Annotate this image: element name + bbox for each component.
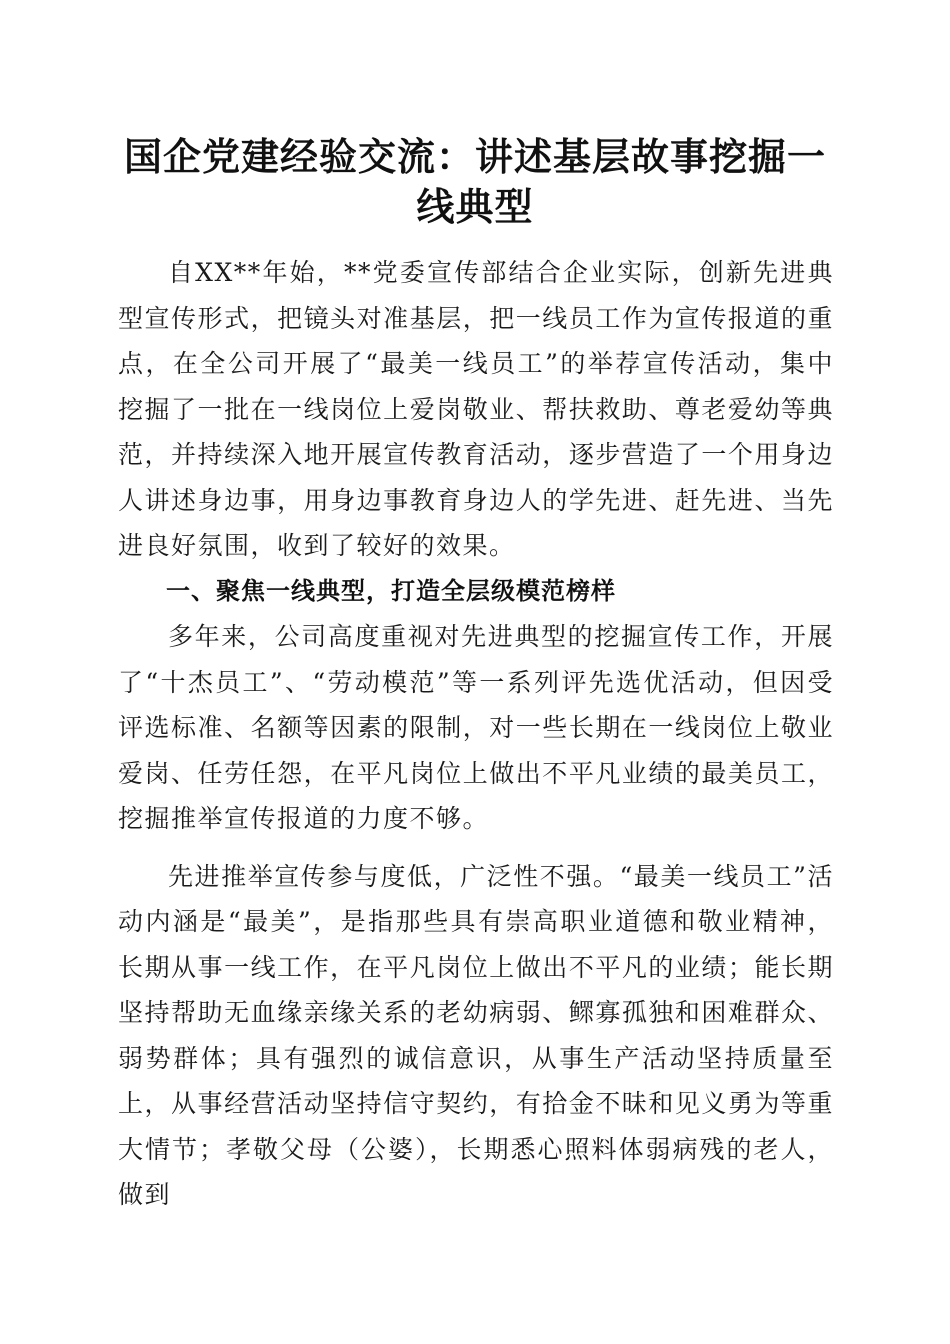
section-paragraph: 多年来，公司高度重视对先进典型的挖掘宣传工作，开展了“十杰员工”、“劳动模范”等一系列评先选优活动，但因受评选标准、名额等因素的限制，对一些长期在一线岗位上敬业爱岗、任劳任怨，在平凡岗位上做出不平凡业绩的最美员工，挖掘推举宣传报道的力度不够。	[118, 622, 834, 833]
section-paragraph: 先进推举宣传参与度低，广泛性不强。“最美一线员工”活动内涵是“最美”，是指那些具有崇高职业道德和敬业精神，长期从事一线工作，在平凡岗位上做出不平凡的业绩；能长期坚持帮助无血缘亲缘关系的老幼病弱、鳏寡孤独和困难群众、弱势群体；具有强烈的诚信意识，从事生产活动坚持质量至上，从事经营活动坚持信守契约，有拾金不昧和见义勇为等重大情节；孝敬父母（公婆），长期悉心照料体弱病残的老人，做到	[118, 861, 834, 1209]
section-heading: 一、聚焦一线典型，打造全层级模范榜样	[166, 576, 616, 605]
document-body	[118, 250, 834, 1218]
paragraph-spacer	[118, 842, 834, 854]
intro-paragraph: 自XX**年始，**党委宣传部结合企业实际，创新先进典型宣传形式，把镜头对准基层，把一线员工作为宣传报道的重点，在全公司开展了“最美一线员工”的举荐宣传活动，集中挖掘了一批在一线岗位上爱岗敬业、帮扶救助、尊老爱幼等典范，并持续深入地开展宣传教育活动，逐步营造了一个用身边人讲述身边事，用身边事教育身边人的学先进、赶先进、当先进良好氛围，收到了较好的效果。	[118, 258, 834, 560]
document-title: 国企党建经验交流：讲述基层故事挖掘一线典型	[123, 134, 826, 229]
